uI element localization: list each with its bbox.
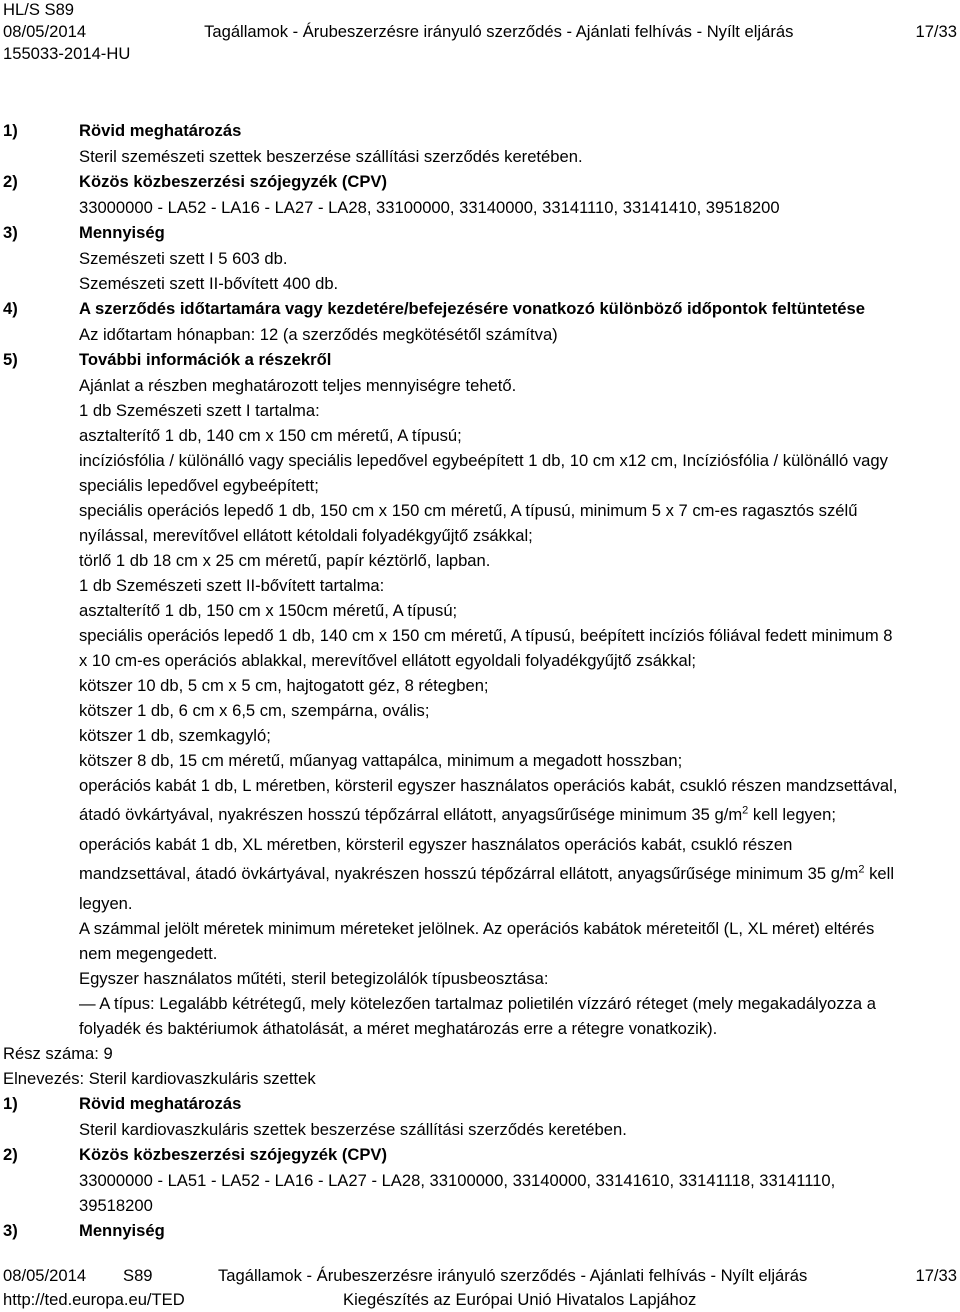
text-line: x 10 cm-es operációs ablakkal, merevítővel ellátott egyoldali folyadékgyűjtő zsákkal;: [79, 651, 697, 670]
header-page: 17/33: [915, 22, 957, 41]
section: [3, 1218, 957, 1244]
text-line: 39518200: [79, 1196, 153, 1215]
footer-title: Tagállamok - Árubeszerzésre irányuló szerződés - Ajánlati felhívás - Nyílt eljárás: [218, 1266, 808, 1285]
section-number: 4): [3, 299, 18, 318]
section-heading: Rövid meghatározás: [79, 1094, 242, 1113]
text-line: kötszer 10 db, 5 cm x 5 cm, hajtogatott géz, 8 rétegben;: [79, 676, 489, 695]
doc-code: HL/S S89: [3, 0, 75, 19]
section-heading: A szerződés időtartamára vagy kezdetére/befejezésére vonatkozó különböző időpontok feltüntetése: [79, 299, 865, 318]
section-heading: Közös közbeszerzési szójegyzék (CPV): [79, 172, 388, 191]
section: [3, 1091, 957, 1142]
part-number: Rész száma: 9: [3, 1044, 113, 1063]
section-heading: Rövid meghatározás: [79, 121, 242, 140]
section-5: [3, 347, 957, 1041]
section: [3, 220, 957, 296]
footer-date: 08/05/2014: [3, 1266, 87, 1285]
section-5-end-lines: [79, 891, 957, 1041]
footer-code: S89: [123, 1266, 153, 1285]
text-line: operációs kabát 1 db, L méretben, körsteril egyszer használatos operációs kabát, csukló részen mandzsettával,: [79, 776, 898, 795]
text-line-sup-1: átadó övkártyával, nyakrészen hosszú tépőzárral ellátott, anyagsűrűsége minimum 35 $g/m^2$ kell legyen;: [79, 804, 836, 824]
footer-page: 17/33: [915, 1266, 957, 1285]
section-number: 2): [3, 172, 18, 191]
text-line: Steril kardiovaszkuláris szettek beszerzése szállítási szerződés keretében.: [79, 1120, 627, 1139]
text-line: nyílással, merevítővel ellátott kétoldali folyadékgyűjtő zsákkal;: [79, 526, 533, 545]
text-line: kötszer 1 db, 6 cm x 6,5 cm, szempárna, ovális;: [79, 701, 430, 720]
text-line: Egyszer használatos műtéti, steril betegizolálók típusbeosztása:: [79, 969, 549, 988]
text-line: speciális lepedővel egybeépített;: [79, 476, 319, 495]
text-line: Steril szemészeti szettek beszerzése szállítási szerződés keretében.: [79, 147, 583, 166]
text-line: nem megengedett.: [79, 944, 218, 963]
page-footer: [3, 1264, 957, 1312]
text-line-sup-2: mandzsettával, átadó övkártyával, nyakrészen hosszú tépőzárral ellátott, anyagsűrűsége minimum 35 $g/m^2$ kell: [79, 863, 895, 883]
text-line: Ajánlat a részben meghatározott teljes mennyiségre tehető.: [79, 376, 517, 395]
part-name: Elnevezés: Steril kardiovaszkuláris szettek: [3, 1069, 316, 1088]
text-line: asztalterítő 1 db, 150 cm x 150cm méretű, A típusú;: [79, 601, 458, 620]
section-number: 3): [3, 1221, 18, 1240]
section-number: 2): [3, 1145, 18, 1164]
text-line: 1 db Szemészeti szett I tartalma:: [79, 401, 320, 420]
text-line: Szemészeti szett I 5 603 db.: [79, 249, 288, 268]
document-body: [3, 118, 957, 1244]
text-line: 1 db Szemészeti szett II-bővített tartalma:: [79, 576, 385, 595]
header-title: Tagállamok - Árubeszerzésre irányuló szerződés - Ajánlati felhívás - Nyílt eljárás: [204, 22, 794, 41]
section-list: [3, 118, 957, 347]
text-line: 33000000 - LA51 - LA52 - LA16 - LA27 - LA28, 33100000, 33140000, 33141610, 33141118, 33141110,: [79, 1171, 836, 1190]
text-line: — A típus: Legalább kétrétegű, mely kötelezően tartalmaz polietilén vízzáró réteget (mely megakadályozza a: [79, 994, 876, 1013]
text-line: Szemészeti szett II-bővített 400 db.: [79, 274, 339, 293]
text-line: legyen.: [79, 894, 133, 913]
section-number: 5): [3, 350, 18, 369]
footer-supplement: Kiegészítés az Európai Unió Hivatalos Lapjához: [343, 1290, 697, 1309]
text-line: speciális operációs lepedő 1 db, 150 cm x 150 cm méretű, A típusú, minimum 5 x 7 cm-es ragasztós szélű: [79, 501, 858, 520]
section-heading: Mennyiség: [79, 1221, 165, 1240]
text-line: folyadék és baktériumok áthatolását, a méret meghatározás erre a rétegre vonatkozik).: [79, 1019, 718, 1038]
section-number: 1): [3, 1094, 18, 1113]
page-header: [3, 0, 957, 64]
text-line: Az időtartam hónapban: 12 (a szerződés megkötésétől számítva): [79, 325, 558, 344]
section-heading: Mennyiség: [79, 223, 165, 242]
footer-url[interactable]: http://ted.europa.eu/TED: [3, 1290, 185, 1309]
section: [3, 169, 957, 220]
section: [3, 1142, 957, 1218]
section-number: 3): [3, 223, 18, 242]
text-line: törlő 1 db 18 cm x 25 cm méretű, papír kéztörlő, lapban.: [79, 551, 491, 570]
text-line: kötszer 1 db, szemkagyló;: [79, 726, 271, 745]
section: [3, 118, 957, 169]
part-section-list: [3, 1091, 957, 1244]
text-line: A számmal jelölt méretek minimum méreteket jelölnek. Az operációs kabátok méreteitől (L, XL méret) eltérés: [79, 919, 875, 938]
text-line: operációs kabát 1 db, XL méretben, körsteril egyszer használatos operációs kabát, csukló részen: [79, 835, 793, 854]
text-line: kötszer 8 db, 15 cm méretű, műanyag vattapálca, minimum a megadott hosszban;: [79, 751, 683, 770]
section-heading: További információk a részekről: [79, 350, 332, 369]
doc-id: 155033-2014-HU: [3, 44, 131, 63]
text-line: incíziósfólia / különálló vagy speciális lepedővel egybeépített 1 db, 10 cm x12 cm, Incíziósfólia / különálló vagy: [79, 451, 888, 470]
text-line: asztalterítő 1 db, 140 cm x 150 cm méretű, A típusú;: [79, 426, 462, 445]
text-line: speciális operációs lepedő 1 db, 140 cm x 150 cm méretű, A típusú, beépített incíziós fóliával fedett minimum 8: [79, 626, 893, 645]
header-date: 08/05/2014: [3, 22, 87, 41]
section-heading: Közös közbeszerzési szójegyzék (CPV): [79, 1145, 388, 1164]
section-5-lines: [79, 373, 957, 798]
section-number: 1): [3, 121, 18, 140]
text-line: 33000000 - LA52 - LA16 - LA27 - LA28, 33100000, 33140000, 33141110, 33141410, 39518200: [79, 198, 780, 217]
section: [3, 296, 957, 347]
